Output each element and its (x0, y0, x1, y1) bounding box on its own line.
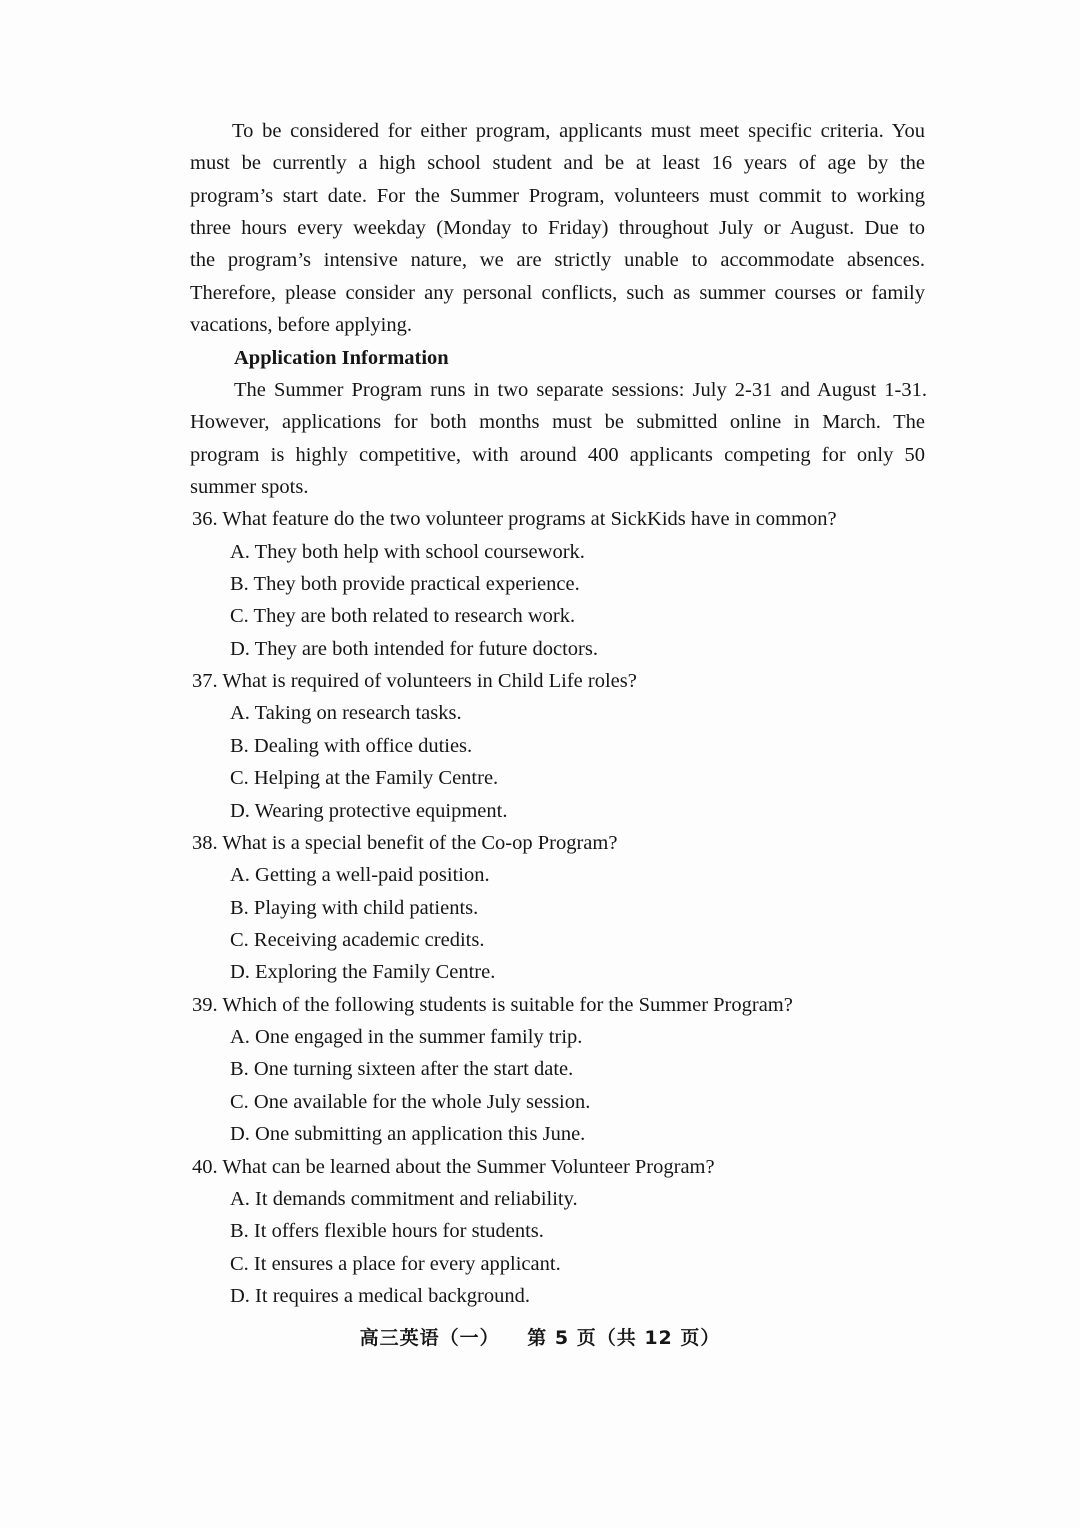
footer-subject: 高三英语（一） (359, 1327, 500, 1349)
passage-line: Therefore, please consider any personal conflicts, such as summer courses or family (190, 281, 925, 304)
answer-option: B. One turning sixteen after the start date. (230, 1058, 574, 1081)
passage-line: the program’s intensive nature, we are strictly unable to accommodate absences. (190, 249, 925, 272)
footer-page-number: 第 5 页（共 12 页） (527, 1327, 721, 1349)
passage-line: program’s start date. For the Summer Program, volunteers must commit to working (190, 184, 925, 207)
answer-option: A. One engaged in the summer family trip. (230, 1026, 583, 1049)
question-stem: 39. Which of the following students is suitable for the Summer Program? (192, 993, 793, 1016)
answer-option: B. It offers flexible hours for students. (230, 1220, 544, 1243)
passage-line: vacations, before applying. (190, 314, 413, 337)
passage-line: three hours every weekday (Monday to Friday) throughout July or August. Due to (190, 217, 925, 240)
question-stem: 36. What feature do the two volunteer programs at SickKids have in common? (192, 508, 837, 531)
answer-option: A. They both help with school coursework. (230, 540, 585, 563)
answer-option: B. They both provide practical experience. (230, 573, 580, 596)
passage-line: must be currently a high school student and be at least 16 years of age by the (190, 152, 925, 175)
passage-line: However, applications for both months must be submitted online in March. The (190, 411, 925, 434)
answer-option: A. Taking on research tasks. (230, 702, 462, 725)
question-stem: 38. What is a special benefit of the Co-op Program? (192, 831, 618, 854)
answer-option: C. One available for the whole July session. (230, 1090, 591, 1113)
section-heading: Application Information (234, 346, 449, 369)
answer-option: C. Helping at the Family Centre. (230, 767, 499, 790)
passage-line: program is highly competitive, with around 400 applicants competing for only 50 (190, 443, 925, 466)
answer-option: D. Wearing protective equipment. (230, 799, 508, 822)
passage-line: summer spots. (190, 475, 309, 498)
answer-option: D. Exploring the Family Centre. (230, 961, 496, 984)
answer-option: D. One submitting an application this June. (230, 1123, 586, 1146)
passage-line: To be considered for either program, applicants must meet specific criteria. You (232, 120, 925, 142)
passage-line: The Summer Program runs in two separate sessions: July 2-31 and August 1-31. (234, 378, 927, 401)
question-stem: 40. What can be learned about the Summer Volunteer Program? (192, 1155, 715, 1178)
answer-option: A. Getting a well-paid position. (230, 864, 490, 887)
answer-option: D. They are both intended for future doctors. (230, 637, 598, 660)
answer-option: B. Dealing with office duties. (230, 734, 473, 757)
answer-option: A. It demands commitment and reliability. (230, 1187, 578, 1210)
answer-option: B. Playing with child patients. (230, 896, 479, 919)
answer-option: C. They are both related to research work. (230, 605, 576, 628)
answer-option: C. Receiving academic credits. (230, 929, 485, 951)
answer-option: C. It ensures a place for every applicant. (230, 1252, 561, 1275)
question-stem: 37. What is required of volunteers in Child Life roles? (192, 670, 637, 693)
page-footer (0, 1323, 1080, 1350)
answer-option: D. It requires a medical background. (230, 1284, 530, 1307)
